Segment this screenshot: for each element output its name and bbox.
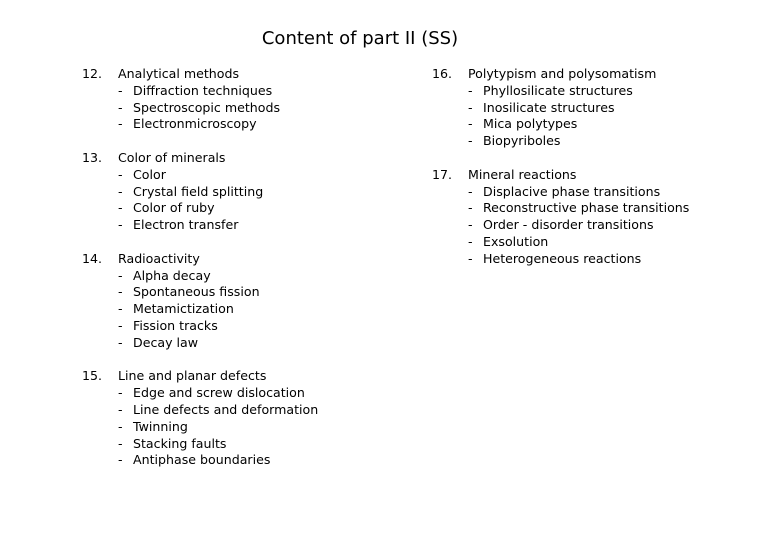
section-heading: Color of minerals	[118, 149, 226, 165]
section-16	[432, 66, 772, 150]
bullet: -	[118, 183, 123, 199]
section-heading: Line and planar defects	[118, 368, 267, 384]
section-number: 16.	[432, 66, 453, 81]
list-item: - Alpha decay	[118, 267, 211, 283]
section-number: 15.	[82, 368, 103, 384]
list-item: - Spontaneous fission	[118, 284, 260, 300]
bullet: -	[118, 334, 123, 350]
page-title: Content of part II (SS)	[261, 28, 459, 49]
bullet: -	[118, 284, 123, 300]
section-number: 17.	[432, 166, 453, 182]
section-17	[432, 167, 772, 268]
section-number: 13.	[82, 149, 103, 165]
list-item: - Electronmicroscopy	[118, 116, 257, 132]
bullet: -	[118, 317, 123, 333]
bullet: -	[118, 418, 123, 434]
list-item: - Phyllosilicate structures	[468, 82, 633, 98]
bullet: -	[468, 82, 473, 98]
bullet: -	[118, 267, 123, 283]
list-item: - Color	[118, 166, 166, 182]
list-item: - Displacive phase transitions	[468, 183, 661, 199]
list-item: - Heterogeneous reactions	[468, 250, 642, 266]
list-item: - Inosilicate structures	[468, 99, 615, 115]
section-heading: Radioactivity	[118, 250, 200, 266]
bullet: -	[118, 82, 123, 98]
section-heading: Polytypism and polysomatism	[468, 66, 657, 81]
list-item: - Crystal field splitting	[118, 183, 264, 199]
list-item: - Order - disorder transitions	[468, 217, 654, 233]
section-heading: Mineral reactions	[468, 166, 577, 182]
bullet: -	[118, 200, 123, 216]
section-14	[82, 251, 412, 352]
list-item: - Mica polytypes	[468, 116, 578, 132]
bullet: -	[468, 116, 473, 132]
section-13	[82, 150, 412, 234]
list-item: - Color of ruby	[118, 200, 215, 216]
list-item: - Reconstructive phase transitions	[468, 200, 690, 216]
bullet: -	[468, 99, 473, 115]
bullet: -	[118, 385, 123, 401]
list-item: - Decay law	[118, 334, 199, 350]
bullet: -	[468, 217, 473, 233]
list-item: - Line defects and deformation	[118, 401, 319, 417]
list-item: - Fission tracks	[118, 317, 218, 333]
list-item: - Stacking faults	[118, 435, 227, 451]
section-12	[82, 66, 412, 133]
list-item: - Metamictization	[118, 301, 234, 317]
list-item: - Biopyriboles	[468, 133, 561, 149]
section-number: 14.	[82, 250, 103, 266]
list-item: - Diffraction techniques	[118, 82, 273, 98]
section-number: 12.	[82, 66, 103, 81]
bullet: -	[468, 233, 473, 249]
bullet: -	[118, 166, 123, 182]
bullet: -	[118, 401, 123, 417]
list-item: - Electron transfer	[118, 217, 239, 233]
list-item: - Spectroscopic methods	[118, 99, 281, 115]
list-item: - Antiphase boundaries	[118, 452, 271, 468]
section-heading: Analytical methods	[118, 66, 240, 81]
bullet: -	[118, 99, 123, 115]
list-item: - Twinning	[118, 418, 188, 434]
list-item: - Exsolution	[468, 233, 549, 249]
bullet: -	[118, 435, 123, 451]
bullet: -	[118, 301, 123, 317]
bullet: -	[468, 200, 473, 216]
list-item: - Edge and screw dislocation	[118, 385, 305, 401]
right-column	[432, 66, 772, 284]
bullet: -	[118, 452, 123, 468]
bullet: -	[468, 183, 473, 199]
bullet: -	[468, 250, 473, 266]
bullet: -	[468, 133, 473, 149]
bullet: -	[118, 116, 123, 132]
section-15	[82, 368, 412, 469]
bullet: -	[118, 217, 123, 233]
left-column	[82, 66, 412, 486]
